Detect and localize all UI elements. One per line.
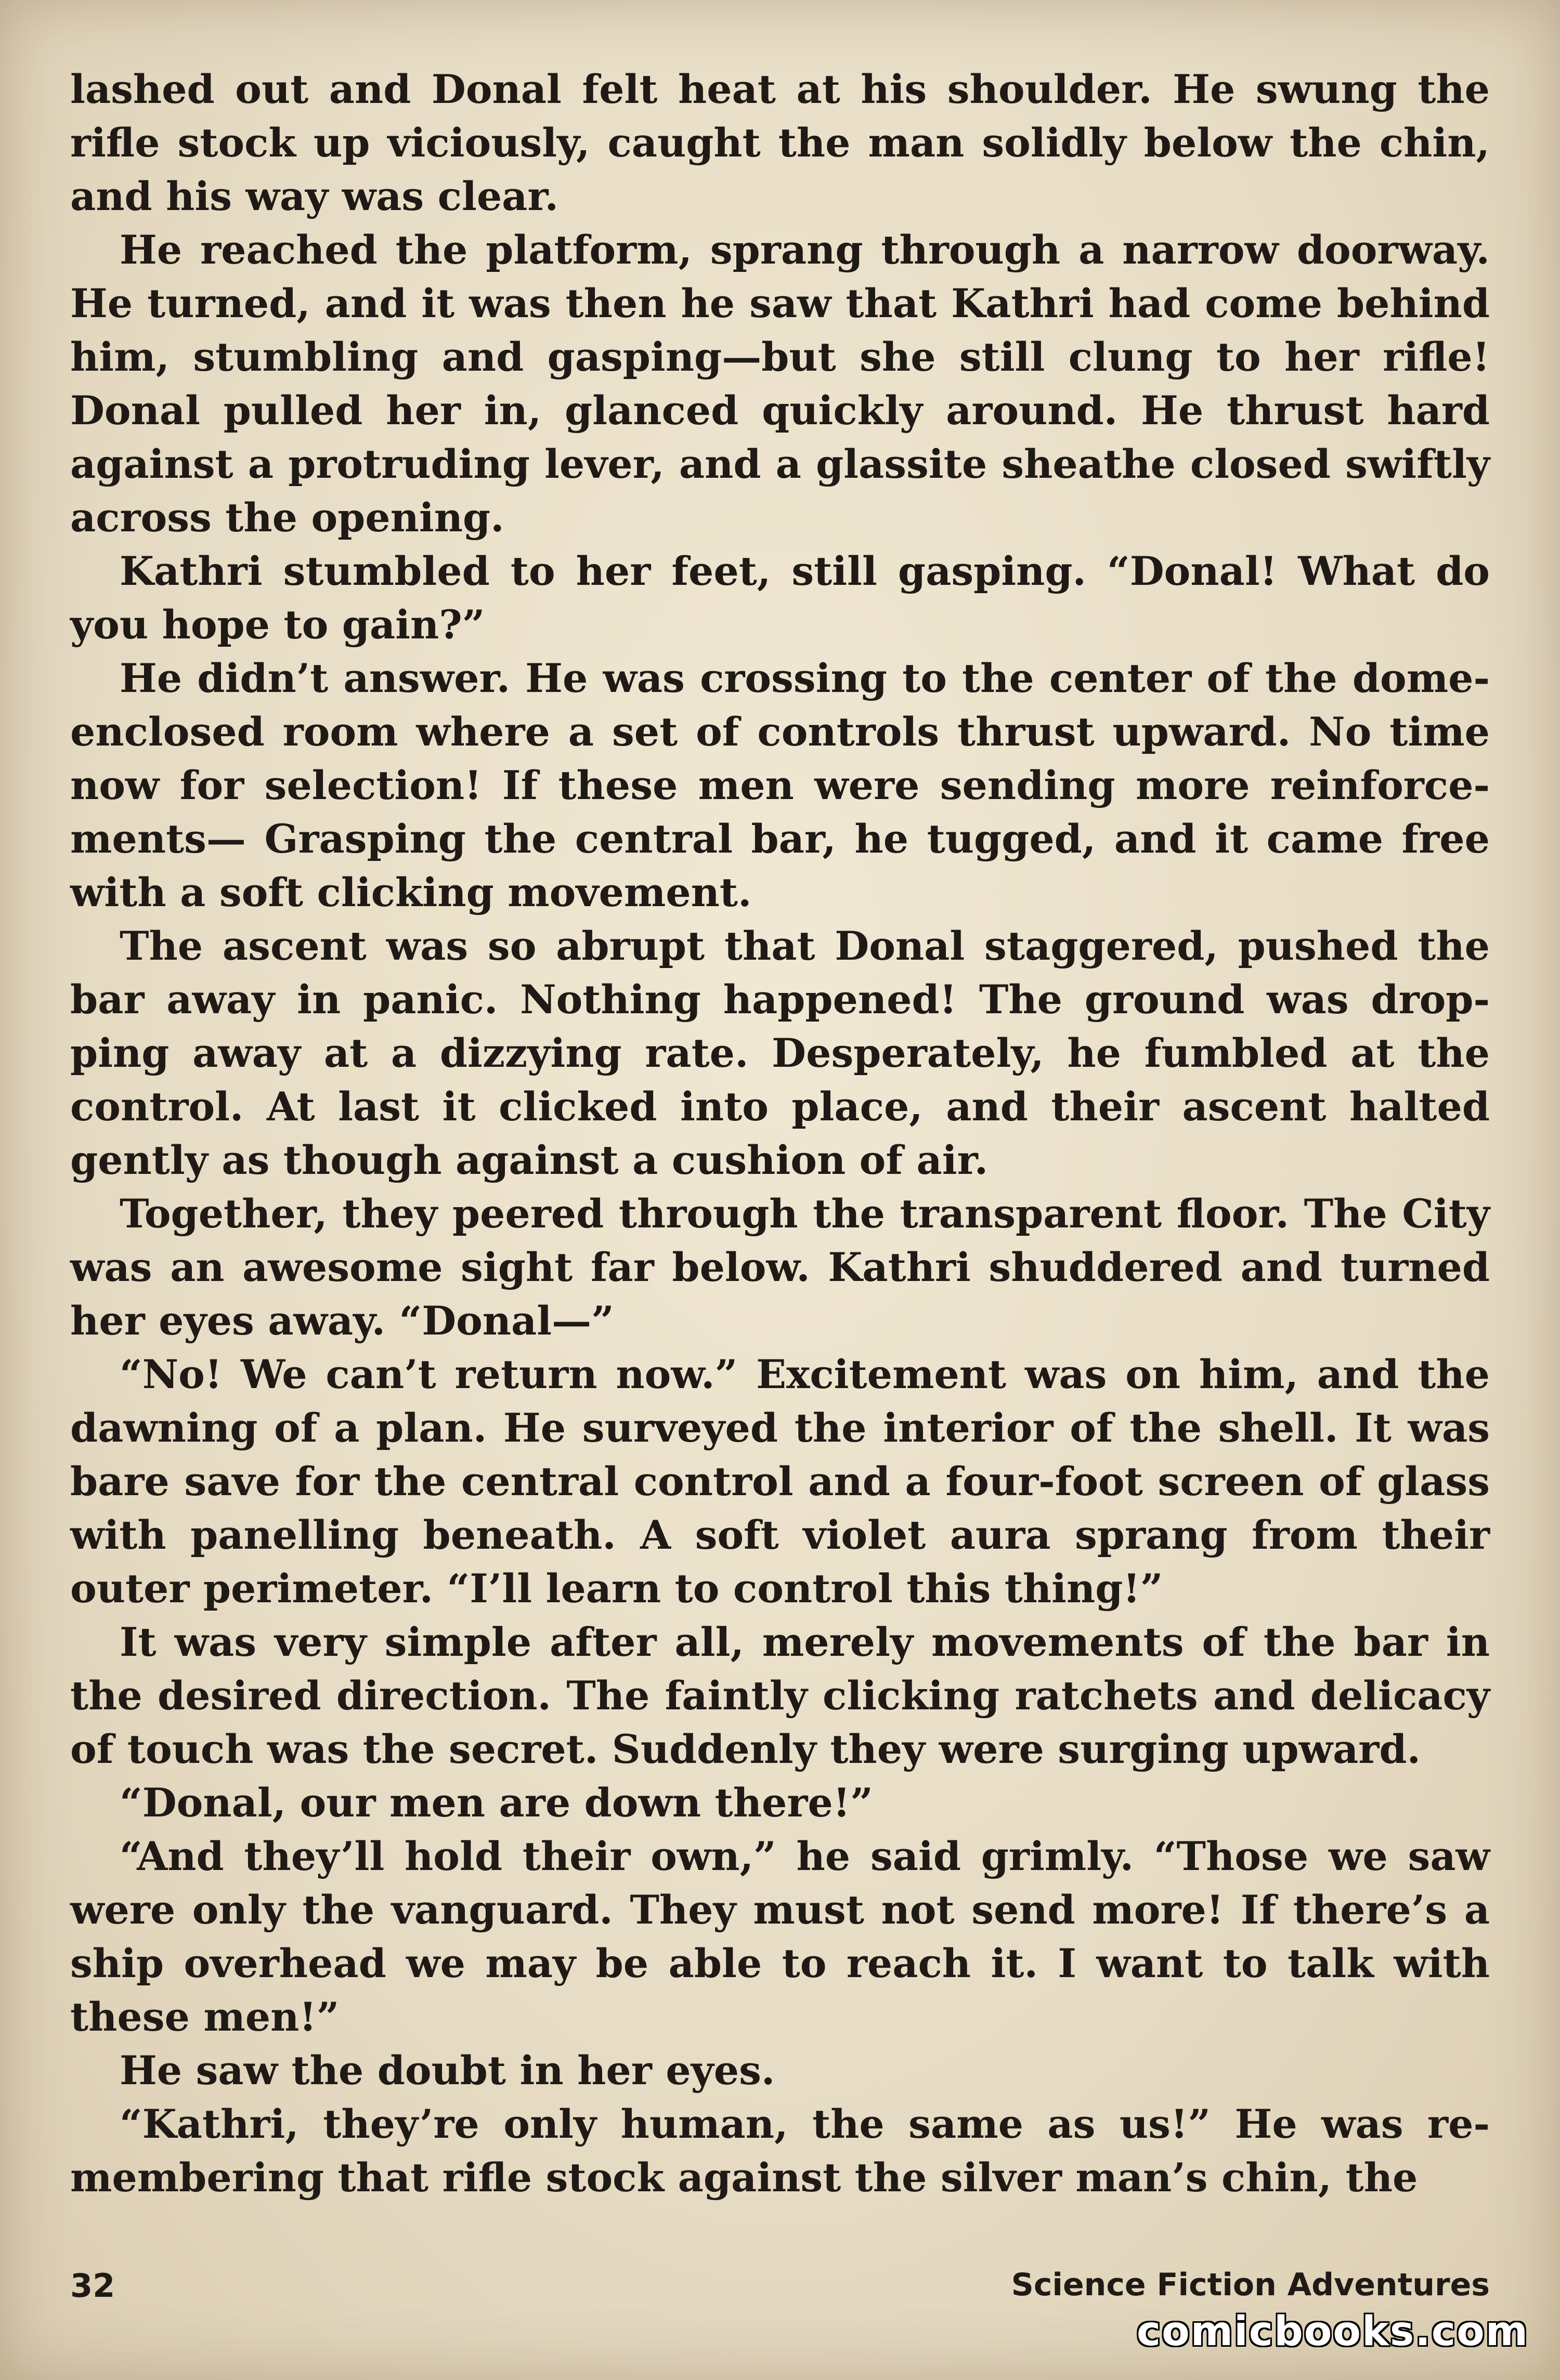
paragraph-1: lashed out and Donal felt heat at his shoulder. He swung the rifle stock up viciously, caught the man solidly below the chin, and his way was clear. [70,66,1490,219]
paragraph-6: Together, they peered through the transparent floor. The City was an awesome sight far below. Kathri shuddered and turned her eyes away. “Donal—” [70,1191,1490,1344]
paragraph-10: “And they’ll hold their own,” he said grimly. “Those we saw were only the vanguard. They must not send more! If there’s a ship overhead we may be able to reach it. I want to talk with these men!” [70,1833,1490,2040]
paragraph-4: He didn’t answer. He was crossing to the center of the dome-enclosed room where a set of controls thrust upward. No time now for selection! If these men were sending more reinforcements— Grasping the central bar, he tugged, and it came free with a soft clicking movement. [70,655,1490,916]
paragraph-2: He reached the platform, sprang through a narrow doorway. He turned, and it was then he saw that Kathri had come behind him, stumbling and gasping—but she still clung to her rifle! Donal pulled her in, glanced quickly around. He thrust hard against a protruding lever, and a glassite sheathe closed swiftly across the opening. [70,227,1490,541]
paragraph-8: It was very simple after all, merely movements of the bar in the desired direction. The faintly clicking ratchets and delicacy of touch was the secret. Suddenly they were surging upward. [70,1619,1490,1772]
paragraph-3: Kathri stumbled to her feet, still gasping. “Donal! What do you hope to gain?” [70,548,1490,648]
paragraph-12: “Kathri, they’re only human, the same as us!” He was remembering that rifle stock against the silver man’s chin, the [70,2101,1490,2201]
paragraph-11: He saw the doubt in her eyes. [120,2047,775,2094]
story-text [70,62,1490,2204]
page-footer [70,2267,1490,2308]
paragraph-5: The ascent was so abrupt that Donal staggered, pushed the bar away in panic. Nothing happened! The ground was dropping away at a dizzying rate. Desperately, he fumbled at the control. At last it clicked into place, and their ascent halted gently as though against a cushion of air. [70,923,1490,1183]
magazine-title: Science Fiction Adventures [1011,2267,1490,2303]
site-watermark: comicbooks.com [1136,2308,1529,2355]
page-number: 32 [70,2267,115,2305]
paragraph-9: “Donal, our men are down there!” [120,1780,873,1826]
paragraph-7: “No! We can’t return now.” Excitement was on him, and the dawning of a plan. He surveyed the interior of the shell. It was bare save for the central control and a four-foot screen of glass with panelling beneath. A soft violet aura sprang from their outer perimeter. “I’ll learn to control this thing!” [70,1351,1490,1612]
